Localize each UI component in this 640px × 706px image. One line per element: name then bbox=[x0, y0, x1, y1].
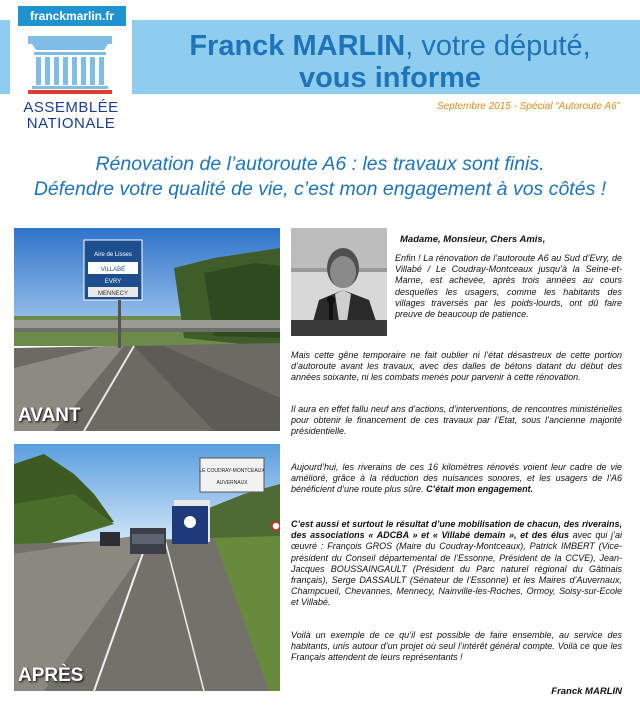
sign-after-line2: AUVERNAUX bbox=[216, 480, 248, 486]
letter-paragraph-5 bbox=[291, 519, 622, 609]
sign-before-line2: VILLABÉ bbox=[100, 267, 126, 273]
issue-line: Septembre 2015 - Spécial “Autoroute A6” bbox=[436, 101, 620, 112]
letter-paragraph-4-bold: C’était mon engagement. bbox=[426, 484, 534, 495]
sign-before-line3: EVRY bbox=[104, 279, 122, 285]
photo-after bbox=[14, 444, 280, 691]
assemblee-nationale-logo bbox=[24, 34, 116, 96]
title-name: Franck MARLIN bbox=[189, 30, 406, 62]
photo-before bbox=[14, 228, 280, 431]
sign-before-line1: Aire de Lisses bbox=[94, 252, 132, 258]
deputy-portrait bbox=[291, 228, 387, 336]
letter-paragraph-6: Voilà un exemple de ce qu’il est possible de faire ensemble, au service des habitants, unis autour d’un projet où seul l’intérêt général compte. Voilà ce que les Français attendent de leurs représentants ! bbox=[291, 630, 622, 663]
sign-before-line4: MENNECY bbox=[97, 291, 129, 297]
sign-after-line1: LE COUDRAY-MONTCEAUX bbox=[199, 468, 265, 474]
newsletter-title-line2: vous informe bbox=[298, 62, 482, 94]
logo-text-line1: ASSEMBLÉE bbox=[23, 99, 119, 116]
headline bbox=[20, 152, 620, 202]
letter-paragraph-5-bold: C’est aussi et surtout le résultat d’une mobilisation de chacun, des riverains, des associations « ADCBA » et « Villabé demain », et des élus bbox=[291, 519, 622, 541]
letter-paragraph-1: Enfin ! La rénovation de l’autoroute A6 au Sud d’Evry, de Villabé / Le Coudray-Montceaux jusqu’à la Seine-et-Marne, est achevée, après trois années au cours desquelles les usagers, comme les habitants des villages traversés par les poids-lourds, ont dû faire preuve de beaucoup de patience. bbox=[395, 253, 622, 320]
title-rest: , votre député, bbox=[405, 30, 591, 62]
logo-text-line2: NATIONALE bbox=[26, 115, 116, 132]
photo-after-label: APRÈS bbox=[18, 665, 84, 686]
letter-paragraph-4-text: Aujourd’hui, les riverains de ces 16 kilomètres rénovés voient leur cadre de vie amélioré, grâce à la réduction des nuisances sonores, et les usagers de l’A6 bénéficient d’une route plus sûre. bbox=[291, 462, 622, 495]
headline-line1: Rénovation de l’autoroute A6 : les travaux sont finis. bbox=[95, 153, 545, 175]
headline-line2: Défendre votre qualité de vie, c’est mon engagement à vos côtés ! bbox=[33, 178, 607, 200]
letter-paragraph-3: Il aura en effet fallu neuf ans d’actions, d’interventions, de rencontres ministérielles pour obtenir le financement de ces travaux par l’Etat, sous l’ancienne majorité présidentielle. bbox=[291, 404, 622, 437]
letter-paragraph-4 bbox=[291, 462, 622, 496]
logo-text bbox=[14, 100, 128, 132]
letter-signature: Franck MARLIN bbox=[551, 686, 622, 697]
letter-paragraph-5-text: avec qui j’ai œuvré : François GROS (Maire du Coudray-Montceaux), Patrick IMBERT (Vice-président du Conseil départemental de l’Essonne, Président de la CCVE), Jean-Jacques BOUSSAINGAULT (Président du Parc naturel régional du Gâtinais français), Serge DASSAULT (Sénateur de l’Essonne) et les Maires d’Auvernaux, Champcueil, Chevannes, Mennecy, Nainville-les-Roches, Ormoy, Soisy-sur-Ecole et Villabé. bbox=[291, 530, 622, 608]
highway-before-image bbox=[14, 228, 280, 431]
site-url[interactable]: franckmarlin.fr bbox=[18, 6, 126, 26]
deputy-portrait-image bbox=[291, 228, 387, 336]
newsletter-title bbox=[140, 30, 640, 62]
highway-after-image bbox=[14, 444, 280, 691]
photo-before-label: AVANT bbox=[18, 405, 81, 426]
letter-salutation: Madame, Monsieur, Chers Amis, bbox=[400, 234, 546, 245]
letter-paragraph-2: Mais cette gêne temporaire ne fait oublier ni l’état désastreux de cette portion d’autoroute avant les travaux, avec des dalles de bétons datant du début des années soixante, ni les combats menés pour parvenir à cette rénovation. bbox=[291, 350, 622, 383]
